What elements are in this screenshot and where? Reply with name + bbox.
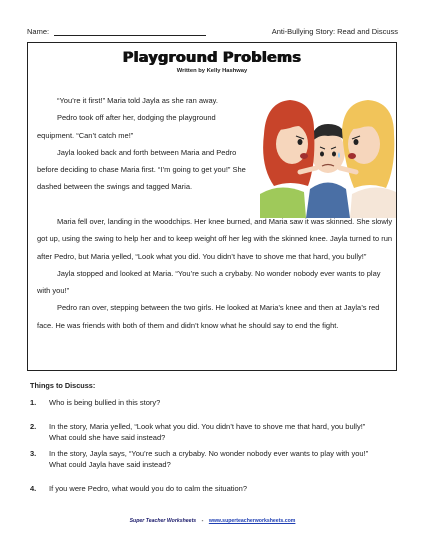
- worksheet-header: [27, 27, 398, 39]
- left-girl-figure: [260, 100, 316, 218]
- question-number: 3.: [30, 449, 37, 458]
- question-number: 1.: [30, 398, 37, 407]
- name-label: Name:: [27, 27, 50, 36]
- question-number: 2.: [30, 422, 37, 431]
- question-text: Who is being bullied in this story?: [49, 398, 161, 407]
- right-girl-figure: [340, 100, 396, 218]
- question-text: If you were Pedro, what would you do to calm the situation?: [49, 484, 248, 493]
- name-input-line[interactable]: [54, 35, 206, 36]
- left-girl-mouth: [300, 153, 308, 159]
- story-title: Playground Problems: [122, 50, 302, 66]
- footer: [0, 518, 425, 524]
- discussion-heading: Things to Discuss:: [30, 381, 96, 390]
- footer-link[interactable]: www.superteacherworksheets.com: [208, 518, 296, 524]
- worksheet-category: Anti-Bullying Story: Read and Discuss: [271, 27, 398, 36]
- right-girl-mouth: [348, 153, 356, 159]
- story-author: Written by Kelly Hashway: [176, 68, 248, 74]
- kids-arguing-illustration: [260, 94, 396, 218]
- story-text-column: “You’re it first!” Maria told Jayla as she ran away. Pedro took off after her, dodging the playground equipment. “Can’t catch me!” Jayla looked back and forth between Maria and Pedro before deciding to chase Maria first. “I’m going to get you!” She dashed between the swings and tagged Maria.: [37, 96, 246, 192]
- story-text-full: Maria fell over, landing in the woodchips. Her knee burned, and Maria saw it was skinned. She slowly got up, using the swing to help her and to keep weight off her leg with the skinned knee. Jayla turned to run after Pedro, but Maria yelled, “Look what you did. You didn’t have to shove me that hard, you bully!” Jayla stopped and looked at Maria. “You’re such a crybaby. No wonder nobody ever wants to play with you!” Pedro ran over, stepping between the two girls. He looked at Maria’s knee and then at Jayla’s red face. He was friends with both of them and didn’t know what he should say to end the fight.: [37, 217, 393, 330]
- question-text: In the story, Jayla says, “You’re such a crybaby. No wonder nobody ever wants to play with you!” What could Jayla have said instead?: [49, 449, 369, 469]
- question-text: In the story, Maria yelled, “Look what you did. You didn’t have to shove me that hard, you bully!” What could she have said instead?: [49, 422, 366, 442]
- footer-brand: Super Teacher Worksheets: [129, 518, 197, 524]
- footer-separator: -: [201, 518, 204, 524]
- story-box: [27, 42, 397, 371]
- question-number: 4.: [30, 484, 37, 493]
